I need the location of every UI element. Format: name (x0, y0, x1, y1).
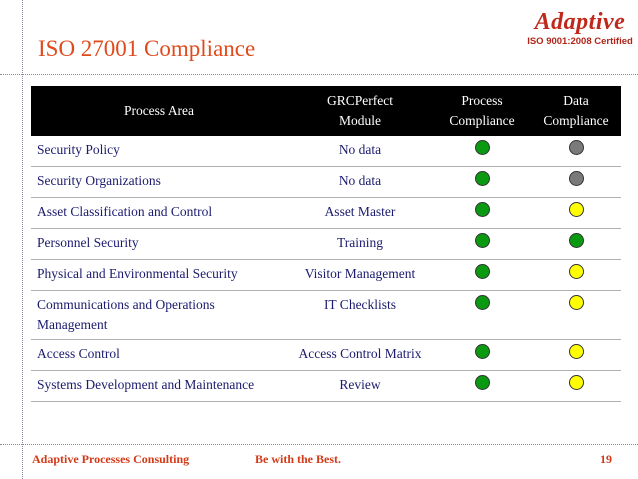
header-process-area: Process Area (31, 86, 287, 136)
header-module-line2: Module (339, 113, 381, 128)
data-status-dot (569, 295, 584, 310)
table-row (31, 167, 621, 198)
table-row (31, 136, 621, 167)
data-status-dot (569, 375, 584, 390)
header-process-line2: Compliance (449, 113, 515, 128)
module-cell: IT Checklists (287, 291, 433, 340)
module-cell: Review (287, 371, 433, 402)
table-row (31, 229, 621, 260)
process-status-dot (475, 171, 490, 186)
table-row (31, 291, 621, 340)
header-module-line1: GRCPerfect (327, 93, 393, 108)
footer-tagline: Be with the Best. (255, 452, 341, 466)
process-area-cell: Asset Classification and Control (31, 198, 287, 229)
process-area-cell: Communications and Operations Management (31, 291, 287, 340)
table-row (31, 340, 621, 371)
process-area-cell: Physical and Environmental Security (31, 260, 287, 291)
data-status-dot (569, 171, 584, 186)
company-logo (526, 8, 634, 56)
module-cell: Access Control Matrix (287, 340, 433, 371)
header-module (287, 86, 433, 136)
data-status-dot (569, 344, 584, 359)
module-cell: No data (287, 136, 433, 167)
data-status-dot (569, 233, 584, 248)
process-status-dot (475, 202, 490, 217)
process-status-dot (475, 233, 490, 248)
process-area-cell: Systems Development and Maintenance (31, 371, 287, 402)
header-data-line1: Data (563, 93, 589, 108)
table-row (31, 260, 621, 291)
left-dotted-rule (22, 0, 23, 479)
process-area-cell: Security Policy (31, 136, 287, 167)
footer-company: Adaptive Processes Consulting (32, 452, 190, 466)
process-status-dot (475, 140, 490, 155)
module-cell: Asset Master (287, 198, 433, 229)
module-cell: Training (287, 229, 433, 260)
process-status-dot (475, 295, 490, 310)
header-process-line1: Process (461, 93, 503, 108)
table-row (31, 198, 621, 229)
table-header-row (31, 86, 621, 136)
page-title: ISO 27001 Compliance (38, 36, 256, 61)
compliance-table (31, 86, 621, 402)
process-status-dot (475, 375, 490, 390)
process-area-cell: Personnel Security (31, 229, 287, 260)
data-status-dot (569, 264, 584, 279)
process-status-dot (475, 264, 490, 279)
module-cell: No data (287, 167, 433, 198)
header-data-compliance (531, 86, 621, 136)
bottom-dotted-rule (0, 444, 638, 445)
process-status-dot (475, 344, 490, 359)
logo-certification: ISO 9001:2008 Certified (527, 36, 633, 47)
top-dotted-rule (0, 74, 638, 75)
data-status-dot (569, 140, 584, 155)
header-data-line2: Compliance (543, 113, 609, 128)
page-number: 19 (600, 452, 612, 466)
module-cell: Visitor Management (287, 260, 433, 291)
process-area-cell: Access Control (31, 340, 287, 371)
table-row (31, 371, 621, 402)
logo-name: Adaptive (534, 9, 626, 35)
data-status-dot (569, 202, 584, 217)
process-area-cell: Security Organizations (31, 167, 287, 198)
header-process-compliance (433, 86, 531, 136)
